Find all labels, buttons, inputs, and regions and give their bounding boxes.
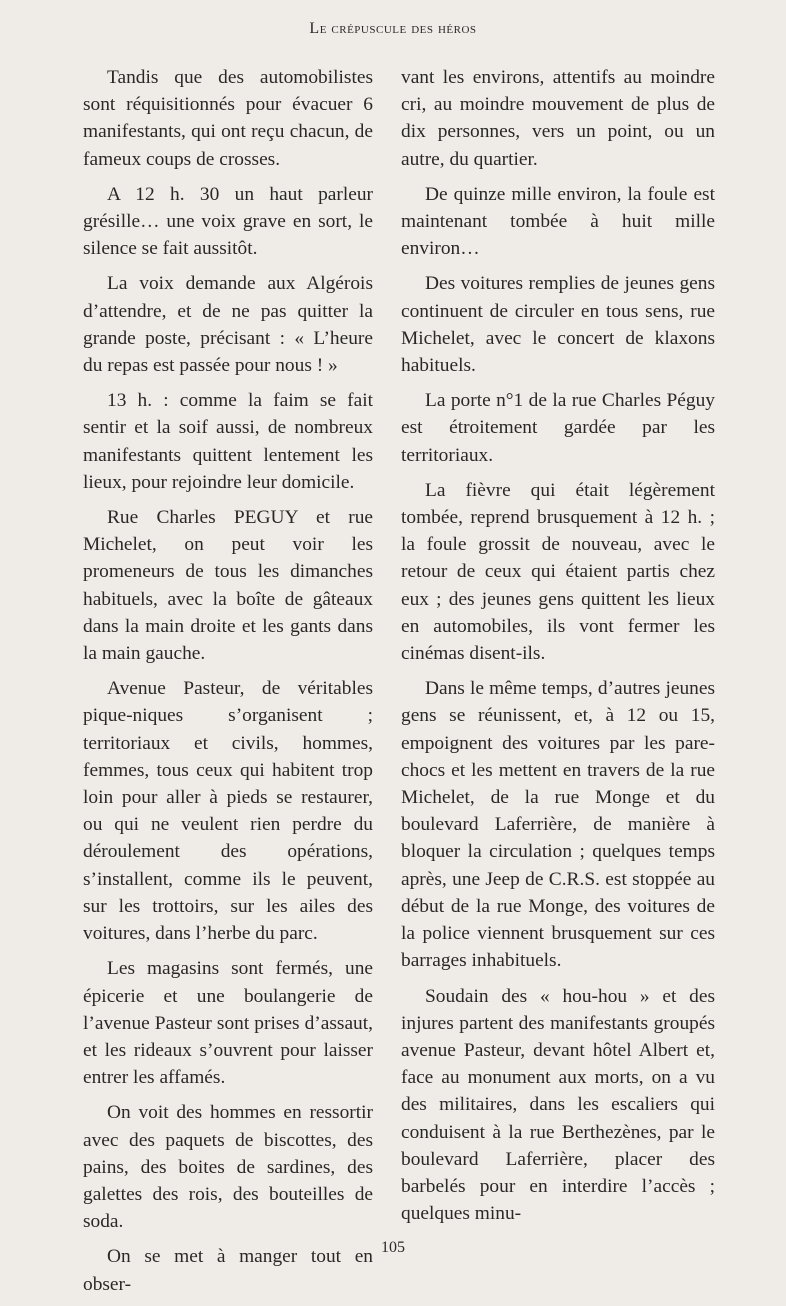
- running-header: Le crépuscule des héros: [309, 20, 477, 37]
- paragraph: Rue Charles PEGUY et rue Michelet, on peut voir les promeneurs de tous les dimanches habituels, avec la boîte de gâteaux dans la main droite et les gants dans la main gauche.: [83, 507, 373, 665]
- paragraph: On voit des hommes en ressortir avec des paquets de biscottes, des pains, des boites de sardines, des galettes des rois, des bouteilles de soda.: [83, 1102, 373, 1233]
- paragraph: La voix demande aux Algérois d’attendre, et de ne pas quitter la grande poste, précisant : « L’heure du repas est passée pour nous ! »: [83, 273, 373, 377]
- left-column: [83, 64, 373, 1306]
- paragraph: On se met à manger tout en obser-: [83, 1246, 373, 1295]
- page-number: 105: [381, 1239, 405, 1256]
- paragraph: De quinze mille environ, la foule est maintenant tombée à huit mille environ…: [401, 183, 715, 260]
- right-column: [401, 64, 715, 1235]
- paragraph: 13 h. : comme la faim se fait sentir et la soif aussi, de nombreux manifestants quittent lentement les lieux, pour rejoindre leur domicile.: [83, 390, 373, 493]
- paragraph: Les magasins sont fermés, une épicerie et une boulangerie de l’avenue Pasteur sont prises d’assaut, et les rideaux s’ouvrent pour laisser entrer les affamés.: [83, 958, 373, 1089]
- paragraph: Des voitures remplies de jeunes gens continuent de circuler en tous sens, rue Michelet, avec le concert de klaxons habituels.: [401, 273, 715, 377]
- paragraph: La fièvre qui était légèrement tombée, reprend brusquement à 12 h. ; la foule grossit de nouveau, avec le retour de ceux qui étaient partis chez eux ; des jeunes gens quittent les lieux en automobiles, ils vont fermer les cinémas disent-ils.: [401, 479, 715, 665]
- paragraph: Dans le même temps, d’autres jeunes gens se réunissent, et, à 12 ou 15, empoignent des voitures par les pare-chocs et les mettent en travers de la rue Michelet, de la rue Monge et du boulevard Laferrière, de manière à bloquer la circulation ; quelques temps après, une Jeep de C.R.S. est stoppée au début de la rue Monge, des voitures de la police viennent brusquement sur ces barrages inhabituels.: [401, 678, 715, 972]
- paragraph-continuation: vant les environs, attentifs au moindre cri, au moindre mouvement de plus de dix personnes, vers un point, ou un autre, du quartier.: [401, 67, 715, 170]
- paragraph: Avenue Pasteur, de véritables pique-niques s’organisent ; territoriaux et civils, hommes, femmes, tous ceux qui habitent trop loin pour aller à pieds se restaurer, ou qui ne veulent rien perdre du déroulement des opérations, s’installent, comme ils le peuvent, sur les trottoirs, sur les ailes des voitures, dans l’herbe du parc.: [83, 678, 373, 945]
- paragraph: A 12 h. 30 un haut parleur grésille… une voix grave en sort, le silence se fait aussitôt.: [83, 183, 373, 260]
- paragraph: La porte n°1 de la rue Charles Péguy est étroitement gardée par les territoriaux.: [401, 390, 715, 466]
- paragraph: Tandis que des automobilistes sont réquisitionnés pour évacuer 6 manifestants, qui ont reçu chacun, de fameux coups de crosses.: [83, 67, 373, 170]
- paragraph: Soudain des « hou-hou » et des injures partent des manifestants groupés avenue Pasteur, devant hôtel Albert et, face au monument aux morts, on a vu des militaires, dans les escaliers qui conduisent à la rue Berthezènes, par le boulevard Laferrière, placer des barbelés pour en interdire l’accès ; quelques minu-: [401, 985, 715, 1225]
